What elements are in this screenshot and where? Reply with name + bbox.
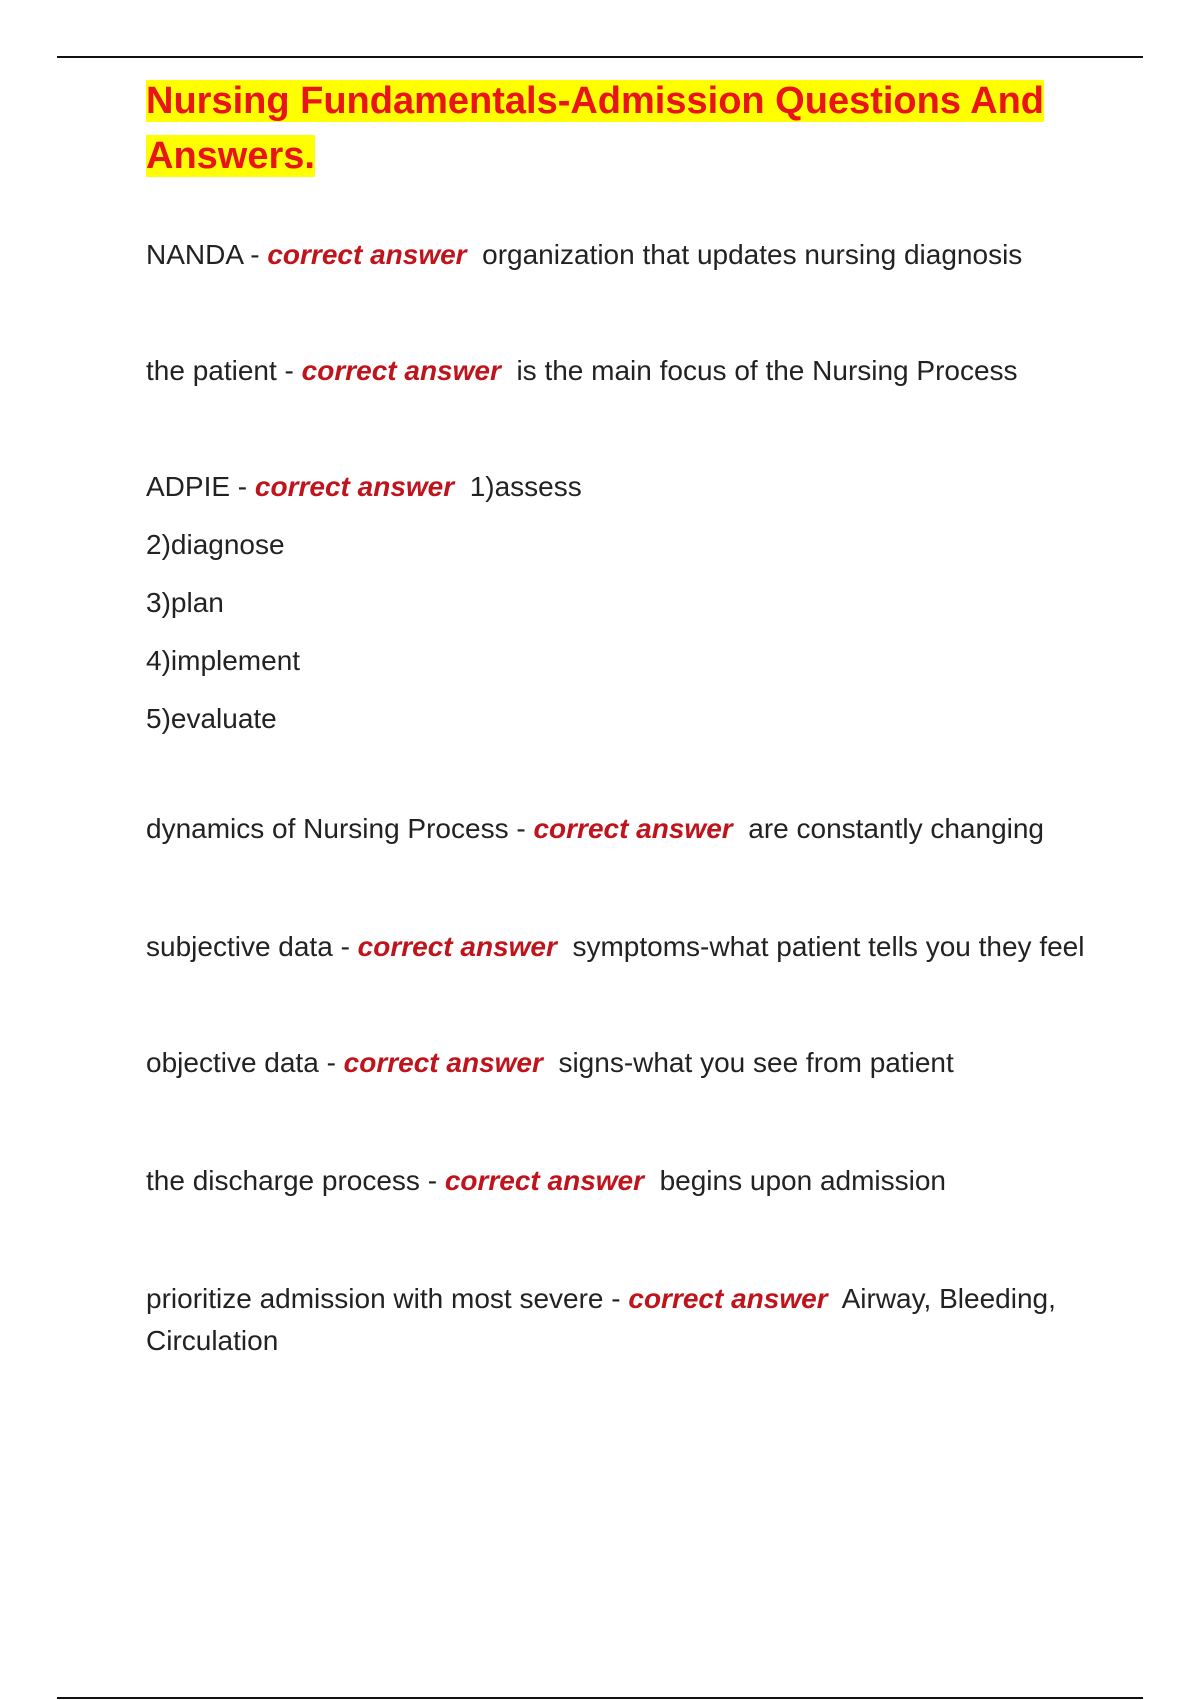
correct-answer-tag: correct answer (267, 239, 467, 270)
correct-answer-tag: correct answer (533, 813, 733, 844)
qa-answer: 1)assess (469, 471, 582, 502)
qa-term: objective data - (146, 1047, 344, 1078)
adpie-step-diagnose: 2)diagnose (146, 529, 285, 560)
qa-term: NANDA - (146, 239, 268, 270)
adpie-steps-list (146, 524, 1106, 740)
qa-answer: begins upon admission (659, 1165, 947, 1196)
adpie-step-evaluate: 5)evaluate (146, 703, 277, 734)
qa-item-prioritize-admission (146, 1278, 1106, 1362)
correct-answer-tag: correct answer (254, 471, 455, 502)
qa-item-adpie (146, 466, 1106, 740)
header-rule (57, 56, 1143, 58)
correct-answer-tag: correct answer (444, 1165, 645, 1196)
qa-answer: organization that updates nursing diagnosis (482, 239, 1023, 270)
adpie-step-plan: 3)plan (146, 587, 224, 618)
footer-rule (57, 1697, 1143, 1699)
qa-term: ADPIE - (146, 471, 255, 502)
qa-answer: Airway, Bleeding, Circulation (146, 1283, 1056, 1356)
qa-term: the discharge process - (146, 1165, 445, 1196)
adpie-step-implement: 4)implement (146, 645, 301, 676)
correct-answer-tag: correct answer (301, 355, 501, 386)
correct-answer-tag: correct answer (628, 1283, 828, 1314)
qa-item-discharge-process (146, 1160, 1106, 1202)
qa-answer: is the main focus of the Nursing Process (516, 355, 1018, 386)
qa-term: subjective data - (146, 931, 358, 962)
qa-item-the-patient (146, 350, 1106, 392)
qa-term: prioritize admission with most severe - (146, 1283, 629, 1314)
qa-line (146, 466, 1106, 508)
qa-item-dynamics (146, 808, 1106, 850)
correct-answer-tag: correct answer (357, 931, 557, 962)
qa-term: dynamics of Nursing Process - (146, 813, 534, 844)
qa-term: the patient - (146, 355, 302, 386)
qa-answer: signs-what you see from patient (558, 1047, 954, 1078)
document-title-text: Nursing Fundamentals-Admission Questions And Answers. (146, 80, 1044, 177)
document-content (146, 74, 1106, 1362)
correct-answer-tag: correct answer (343, 1047, 543, 1078)
qa-item-subjective-data (146, 926, 1106, 968)
qa-item-objective-data (146, 1042, 1106, 1084)
qa-item-nanda (146, 234, 1106, 276)
document-title (146, 74, 1106, 184)
qa-answer: are constantly changing (748, 813, 1044, 844)
qa-answer: symptoms-what patient tells you they feel (572, 931, 1085, 962)
